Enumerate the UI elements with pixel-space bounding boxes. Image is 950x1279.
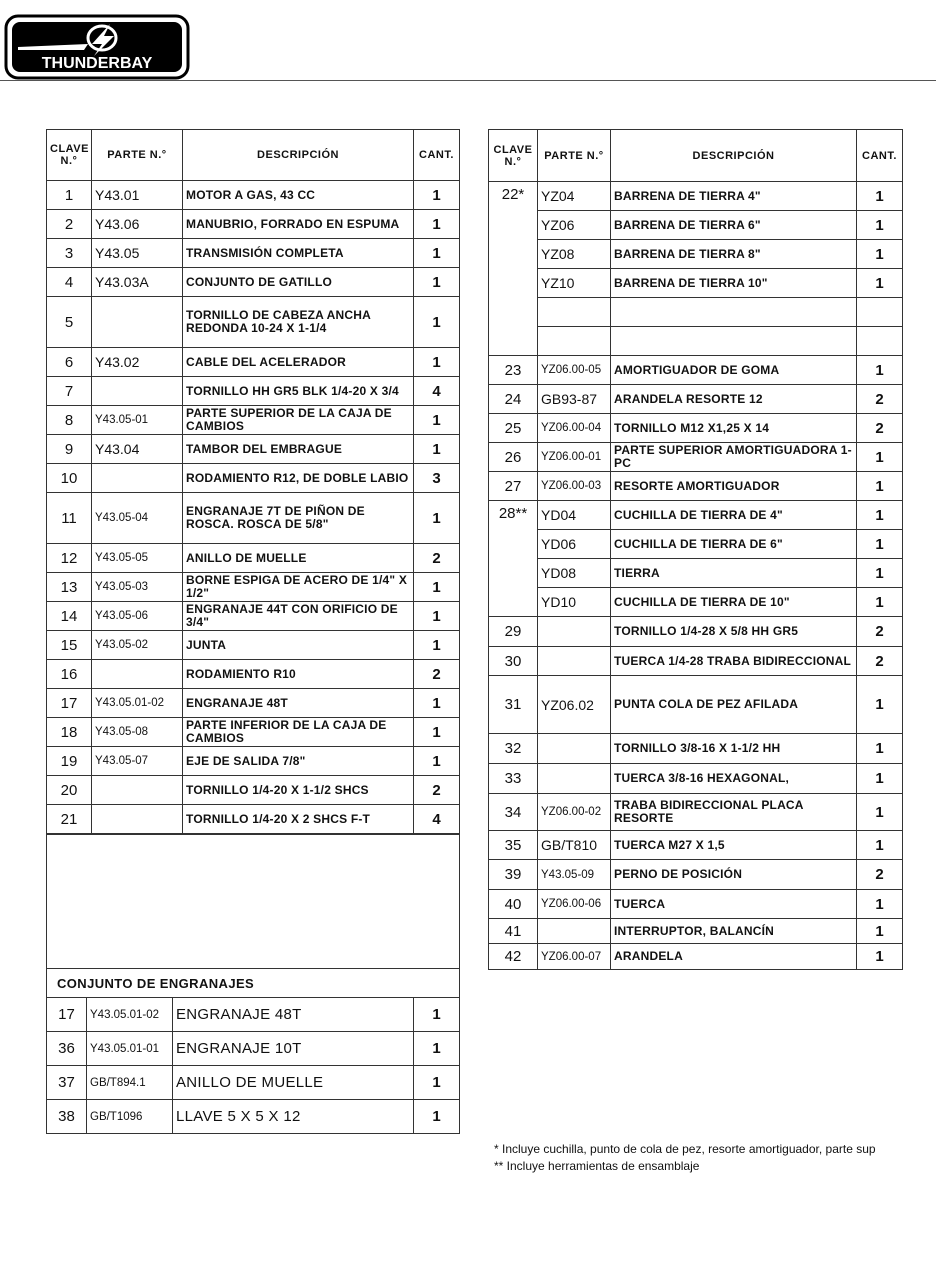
gear-set-title: CONJUNTO DE ENGRANAJES: [47, 969, 460, 998]
part-number: GB/T1096: [87, 1100, 173, 1134]
part-quantity: 3: [414, 464, 460, 493]
table-row: [47, 297, 460, 348]
part-description: RESORTE AMORTIGUADOR: [611, 472, 857, 501]
blank-cell: [538, 298, 611, 327]
part-number: Y43.04: [92, 435, 183, 464]
part-description: TORNILLO 1/4-20 X 1-1/2 SHCS: [183, 776, 414, 805]
table-row: [47, 435, 460, 464]
part-description: TORNILLO 1/4-28 X 5/8 HH GR5: [611, 617, 857, 647]
part-number: Y43.06: [92, 210, 183, 239]
table-row: [47, 718, 460, 747]
table-row: [489, 734, 903, 764]
table-row: [47, 493, 460, 544]
part-description: JUNTA: [183, 631, 414, 660]
part-number: YZ04: [538, 182, 611, 211]
part-key: 2: [47, 210, 92, 239]
part-description: CUCHILLA DE TIERRA DE 4": [611, 501, 857, 530]
part-key: 27: [489, 472, 538, 501]
part-number: Y43.01: [92, 181, 183, 210]
table-row: [47, 998, 460, 1032]
part-quantity: 2: [414, 776, 460, 805]
header-desc: DESCRIPCIÓN: [611, 130, 857, 182]
part-number: YZ06.00-06: [538, 890, 611, 919]
part-description: CUCHILLA DE TIERRA DE 6": [611, 530, 857, 559]
table-row: [47, 805, 460, 834]
footnote-1: * Incluye cuchilla, punto de cola de pez, resorte amortiguador, parte sup: [494, 1142, 876, 1156]
table-row: [489, 356, 903, 385]
part-quantity: 1: [857, 944, 903, 970]
part-key: 38: [47, 1100, 87, 1134]
part-quantity: 1: [414, 1100, 460, 1134]
table-row: [47, 210, 460, 239]
part-description: BARRENA DE TIERRA 8": [611, 240, 857, 269]
blank-cell: [611, 327, 857, 356]
part-number: YZ06.00-02: [538, 794, 611, 831]
part-key: 6: [47, 348, 92, 377]
part-description: INTERRUPTOR, BALANCÍN: [611, 919, 857, 944]
table-row: [489, 182, 903, 211]
table-row: [47, 1066, 460, 1100]
part-quantity: 1: [857, 240, 903, 269]
table-row: [47, 377, 460, 406]
header-key: CLAVE N.°: [489, 130, 538, 182]
table-row: [489, 211, 903, 240]
part-key: 26: [489, 443, 538, 472]
part-key: 9: [47, 435, 92, 464]
part-key: 28**: [489, 501, 538, 617]
part-number: YZ10: [538, 269, 611, 298]
table-row: [47, 406, 460, 435]
part-number: Y43.05-01: [92, 406, 183, 435]
part-quantity: 1: [414, 1066, 460, 1100]
part-quantity: 1: [857, 831, 903, 860]
part-key: 1: [47, 181, 92, 210]
part-key: 8: [47, 406, 92, 435]
part-number: Y43.03A: [92, 268, 183, 297]
part-quantity: 1: [857, 443, 903, 472]
part-quantity: 1: [414, 348, 460, 377]
table-row: [489, 240, 903, 269]
header-key: CLAVE N.°: [47, 130, 92, 181]
part-key: 35: [489, 831, 538, 860]
table-row: [47, 573, 460, 602]
part-quantity: 1: [857, 588, 903, 617]
part-quantity: 4: [414, 805, 460, 834]
part-key: 29: [489, 617, 538, 647]
part-number: Y43.05.01-01: [87, 1032, 173, 1066]
part-quantity: 1: [857, 764, 903, 794]
part-key: 17: [47, 689, 92, 718]
part-number: Y43.05: [92, 239, 183, 268]
part-description: TAMBOR DEL EMBRAGUE: [183, 435, 414, 464]
part-quantity: 1: [414, 239, 460, 268]
part-description: TORNILLO DE CABEZA ANCHA REDONDA 10-24 X 1-1/4: [183, 297, 414, 348]
left-parts-table: [46, 129, 460, 834]
part-description: PARTE SUPERIOR DE LA CAJA DE CAMBIOS: [183, 406, 414, 435]
part-description: BARRENA DE TIERRA 4": [611, 182, 857, 211]
part-key: 3: [47, 239, 92, 268]
part-quantity: 1: [414, 406, 460, 435]
part-key: 30: [489, 647, 538, 676]
part-quantity: 1: [857, 182, 903, 211]
part-quantity: 1: [857, 676, 903, 734]
part-key: 20: [47, 776, 92, 805]
part-description: PARTE INFERIOR DE LA CAJA DE CAMBIOS: [183, 718, 414, 747]
blank-row: [489, 327, 903, 356]
part-quantity: 1: [857, 890, 903, 919]
part-number: [92, 297, 183, 348]
part-description: TRABA BIDIRECCIONAL PLACA RESORTE: [611, 794, 857, 831]
table-row: [489, 919, 903, 944]
header-qty: CANT.: [414, 130, 460, 181]
part-description: CUCHILLA DE TIERRA DE 10": [611, 588, 857, 617]
part-description: TUERCA 1/4-28 TRABA BIDIRECCIONAL: [611, 647, 857, 676]
table-row: [47, 348, 460, 377]
part-description: BORNE ESPIGA DE ACERO DE 1/4" X 1/2": [183, 573, 414, 602]
part-description: MOTOR A GAS, 43 CC: [183, 181, 414, 210]
blank-cell: [857, 298, 903, 327]
table-row: [489, 794, 903, 831]
part-number: YZ06.00-01: [538, 443, 611, 472]
part-number: GB/T810: [538, 831, 611, 860]
part-number: GB/T894.1: [87, 1066, 173, 1100]
part-description: BARRENA DE TIERRA 6": [611, 211, 857, 240]
part-key: 21: [47, 805, 92, 834]
part-key: 33: [489, 764, 538, 794]
part-quantity: 1: [414, 181, 460, 210]
part-quantity: 1: [857, 919, 903, 944]
table-row: [489, 647, 903, 676]
part-number: Y43.05-06: [92, 602, 183, 631]
header-rule: [0, 80, 936, 81]
part-key: 7: [47, 377, 92, 406]
part-number: Y43.05-08: [92, 718, 183, 747]
part-number: Y43.05.01-02: [87, 998, 173, 1032]
part-key: 11: [47, 493, 92, 544]
part-key: 16: [47, 660, 92, 689]
part-key: 5: [47, 297, 92, 348]
table-row: [489, 559, 903, 588]
table-row: [47, 181, 460, 210]
part-number: YZ08: [538, 240, 611, 269]
part-number: [538, 647, 611, 676]
table-row: [47, 602, 460, 631]
part-number: [538, 734, 611, 764]
part-number: Y43.05-09: [538, 860, 611, 890]
gear-set-spacer: [47, 835, 460, 969]
part-number: [92, 660, 183, 689]
part-key: 25: [489, 414, 538, 443]
part-number: [538, 919, 611, 944]
part-key: 10: [47, 464, 92, 493]
part-description: AMORTIGUADOR DE GOMA: [611, 356, 857, 385]
part-description: RODAMIENTO R12, DE DOBLE LABIO: [183, 464, 414, 493]
part-key: 42: [489, 944, 538, 970]
part-description: ENGRANAJE 7T DE PIÑON DE ROSCA. ROSCA DE 5/8": [183, 493, 414, 544]
part-key: 36: [47, 1032, 87, 1066]
part-number: Y43.05-04: [92, 493, 183, 544]
part-number: Y43.02: [92, 348, 183, 377]
part-key: 17: [47, 998, 87, 1032]
header-part: PARTE N.°: [92, 130, 183, 181]
part-quantity: 1: [414, 998, 460, 1032]
part-number: YZ06.00-05: [538, 356, 611, 385]
part-key: 34: [489, 794, 538, 831]
table-row: [489, 472, 903, 501]
footnotes: [494, 1141, 950, 1175]
part-key: 12: [47, 544, 92, 573]
part-description: BARRENA DE TIERRA 10": [611, 269, 857, 298]
part-key: 24: [489, 385, 538, 414]
part-description: ENGRANAJE 10T: [173, 1032, 414, 1066]
part-quantity: 2: [414, 660, 460, 689]
table-row: [47, 544, 460, 573]
part-quantity: 2: [857, 385, 903, 414]
gear-set-table: [46, 834, 460, 1134]
part-quantity: 1: [414, 268, 460, 297]
part-description: LLAVE 5 X 5 X 12: [173, 1100, 414, 1134]
part-number: YZ06.00-03: [538, 472, 611, 501]
right-parts-table: [488, 129, 903, 970]
part-number: YD06: [538, 530, 611, 559]
part-description: PERNO DE POSICIÓN: [611, 860, 857, 890]
table-row: [489, 530, 903, 559]
table-row: [489, 443, 903, 472]
part-quantity: 1: [414, 493, 460, 544]
part-quantity: 1: [414, 210, 460, 239]
part-quantity: 1: [414, 602, 460, 631]
table-row: [47, 464, 460, 493]
part-description: TORNILLO HH GR5 BLK 1/4-20 X 3/4: [183, 377, 414, 406]
header-desc: DESCRIPCIÓN: [183, 130, 414, 181]
part-quantity: 2: [857, 647, 903, 676]
part-quantity: 1: [414, 718, 460, 747]
part-key: 40: [489, 890, 538, 919]
part-number: Y43.05-03: [92, 573, 183, 602]
part-key: 41: [489, 919, 538, 944]
part-number: [92, 464, 183, 493]
part-description: TRANSMISIÓN COMPLETA: [183, 239, 414, 268]
part-description: ENGRANAJE 48T: [173, 998, 414, 1032]
brand-name: THUNDERBAY: [41, 55, 153, 72]
part-description: TIERRA: [611, 559, 857, 588]
part-quantity: 1: [414, 689, 460, 718]
table-row: [47, 631, 460, 660]
part-key: 32: [489, 734, 538, 764]
part-description: MANUBRIO, FORRADO EN ESPUMA: [183, 210, 414, 239]
part-quantity: 1: [857, 356, 903, 385]
blank-cell: [611, 298, 857, 327]
part-description: CONJUNTO DE GATILLO: [183, 268, 414, 297]
part-quantity: 1: [414, 1032, 460, 1066]
part-quantity: 1: [857, 559, 903, 588]
part-number: YZ06.00-07: [538, 944, 611, 970]
part-quantity: 4: [414, 377, 460, 406]
part-description: TORNILLO 3/8-16 X 1-1/2 HH: [611, 734, 857, 764]
part-quantity: 2: [857, 617, 903, 647]
header-qty: CANT.: [857, 130, 903, 182]
part-description: TUERCA M27 X 1,5: [611, 831, 857, 860]
part-number: YD04: [538, 501, 611, 530]
table-row: [47, 239, 460, 268]
blank-cell: [538, 327, 611, 356]
part-quantity: 1: [857, 530, 903, 559]
table-row: [489, 860, 903, 890]
table-row: [47, 660, 460, 689]
part-number: Y43.05-07: [92, 747, 183, 776]
part-description: ANILLO DE MUELLE: [183, 544, 414, 573]
table-row: [47, 1100, 460, 1134]
part-quantity: 1: [414, 747, 460, 776]
table-row: [489, 269, 903, 298]
table-row: [489, 944, 903, 970]
part-quantity: 1: [857, 269, 903, 298]
part-key: 15: [47, 631, 92, 660]
part-number: [92, 776, 183, 805]
part-number: Y43.05-02: [92, 631, 183, 660]
table-row: [47, 776, 460, 805]
table-row: [47, 1032, 460, 1066]
part-key: 19: [47, 747, 92, 776]
part-description: TORNILLO 1/4-20 X 2 SHCS F-T: [183, 805, 414, 834]
part-quantity: 2: [857, 860, 903, 890]
part-description: ENGRANAJE 48T: [183, 689, 414, 718]
part-key: 39: [489, 860, 538, 890]
part-quantity: 1: [414, 297, 460, 348]
part-key: 22*: [489, 182, 538, 356]
table-row: [489, 414, 903, 443]
part-description: PUNTA COLA DE PEZ AFILADA: [611, 676, 857, 734]
part-description: ARANDELA RESORTE 12: [611, 385, 857, 414]
part-number: YZ06: [538, 211, 611, 240]
part-quantity: 1: [414, 435, 460, 464]
part-key: 4: [47, 268, 92, 297]
brand-logo: [4, 14, 190, 80]
part-description: TUERCA: [611, 890, 857, 919]
part-key: 18: [47, 718, 92, 747]
part-quantity: 1: [414, 631, 460, 660]
blank-row: [489, 298, 903, 327]
part-number: [538, 764, 611, 794]
table-row: [489, 385, 903, 414]
part-description: CABLE DEL ACELERADOR: [183, 348, 414, 377]
part-quantity: 2: [414, 544, 460, 573]
footnote-2: ** Incluye herramientas de ensamblaje: [494, 1159, 700, 1173]
table-row: [47, 747, 460, 776]
part-description: PARTE SUPERIOR AMORTIGUADORA 1-PC: [611, 443, 857, 472]
part-quantity: 2: [857, 414, 903, 443]
part-number: Y43.05.01-02: [92, 689, 183, 718]
part-number: [92, 805, 183, 834]
part-description: RODAMIENTO R10: [183, 660, 414, 689]
part-quantity: 1: [414, 573, 460, 602]
table-row: [489, 676, 903, 734]
part-key: 31: [489, 676, 538, 734]
part-number: Y43.05-05: [92, 544, 183, 573]
part-number: YD08: [538, 559, 611, 588]
part-number: GB93-87: [538, 385, 611, 414]
part-description: ARANDELA: [611, 944, 857, 970]
table-row: [489, 501, 903, 530]
part-number: [92, 377, 183, 406]
part-key: 23: [489, 356, 538, 385]
part-number: YZ06.02: [538, 676, 611, 734]
header-part: PARTE N.°: [538, 130, 611, 182]
part-description: ANILLO DE MUELLE: [173, 1066, 414, 1100]
table-row: [47, 689, 460, 718]
table-row: [489, 588, 903, 617]
table-row: [47, 268, 460, 297]
part-description: TORNILLO M12 X1,25 X 14: [611, 414, 857, 443]
table-row: [489, 617, 903, 647]
table-row: [489, 764, 903, 794]
part-quantity: 1: [857, 734, 903, 764]
part-number: YZ06.00-04: [538, 414, 611, 443]
part-key: 13: [47, 573, 92, 602]
part-key: 14: [47, 602, 92, 631]
part-quantity: 1: [857, 501, 903, 530]
part-number: [538, 617, 611, 647]
part-quantity: 1: [857, 794, 903, 831]
part-key: 37: [47, 1066, 87, 1100]
part-quantity: 1: [857, 472, 903, 501]
part-description: ENGRANAJE 44T CON ORIFICIO DE 3/4": [183, 602, 414, 631]
blank-cell: [857, 327, 903, 356]
part-description: TUERCA 3/8-16 HEXAGONAL,: [611, 764, 857, 794]
table-row: [489, 831, 903, 860]
part-description: EJE DE SALIDA 7/8": [183, 747, 414, 776]
part-number: YD10: [538, 588, 611, 617]
part-quantity: 1: [857, 211, 903, 240]
table-row: [489, 890, 903, 919]
